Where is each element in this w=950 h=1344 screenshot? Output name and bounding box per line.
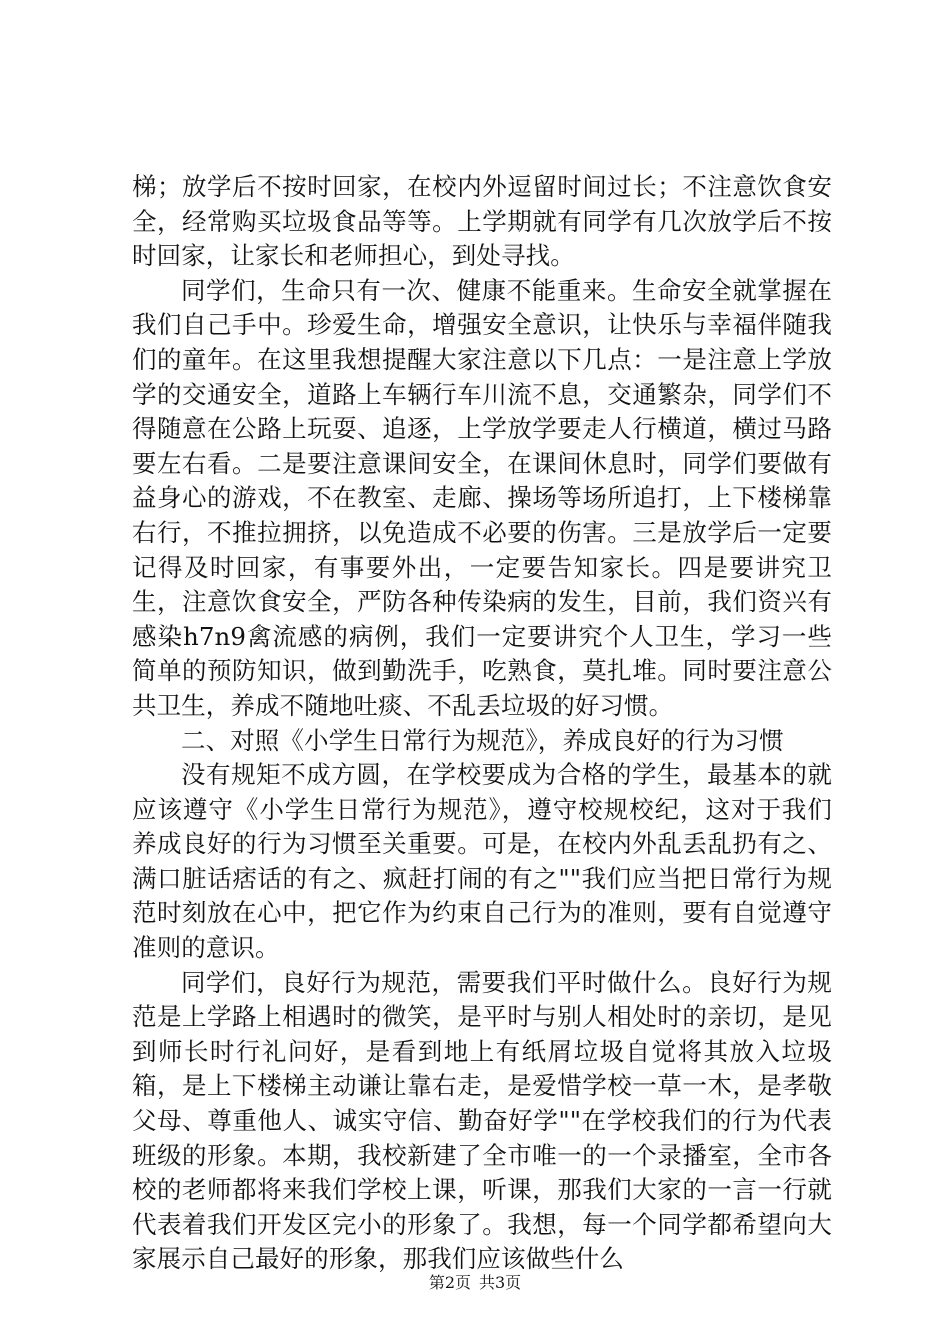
body-paragraph-safety: 同学们，生命只有一次、健康不能重来。生命安全就掌握在我们自己手中。珍爱生命，增强安全意识，让快乐与幸福伴随我们的童年。在这里我想提醒大家注意以下几点：一是注意上学放学的交通安全，道路上车辆行车川流不息，交通繁杂，同学们不得随意在公路上玩耍、追逐，上学放学要走人行横道，横过马路要左右看。二是要注意课间安全，在课间休息时，同学们要做有益身心的游戏，不在教室、走廊、操场等场所追打，上下楼梯靠右行，不推拉拥挤，以免造成不必要的伤害。三是放学后一定要记得及时回家，有事要外出，一定要告知家长。四是要讲究卫生，注意饮食安全，严防各种传染病的发生，目前，我们资兴有感染h7n9禽流感的病例，我们一定要讲究个人卫生，学习一些简单的预防知识，做到勤洗手，吃熟食，莫扎堆。同时要注意公共卫生，养成不随地吐痰、不乱丢垃圾的好习惯。 [132, 275, 832, 720]
page-total: 共3页 [479, 1273, 522, 1292]
page-footer [0, 1273, 950, 1293]
body-paragraph-good-behavior: 同学们，良好行为规范，需要我们平时做什么。良好行为规范是上学路上相遇时的微笑，是平时与别人相处时的亲切，是见到师长时行礼问好，是看到地上有纸屑垃圾自觉将其放入垃圾箱，是上下楼梯主动谦让靠右走，是爱惜学校一草一木，是孝敬父母、尊重他人、诚实守信、勤奋好学""在学校我们的行为代表班级的形象。本期，我校新建了全市唯一的一个录播室，全市各校的老师都将来我们学校上课，听课，那我们大家的一言一行就代表着我们开发区完小的形象了。我想，每一个同学都希望向大家展示自己最好的形象，那我们应该做些什么 [132, 967, 832, 1274]
section-heading-behavior: 二、对照《小学生日常行为规范》，养成良好的行为习惯 [181, 725, 784, 755]
document-body [132, 170, 832, 1277]
body-paragraph-continuation: 梯；放学后不按时回家，在校内外逗留时间过长；不注意饮食安全，经常购买垃圾食品等等。上学期就有同学有几次放学后不按时回家，让家长和老师担心，到处寻找。 [132, 172, 832, 271]
body-paragraph-rules: 没有规矩不成方圆，在学校要成为合格的学生，最基本的就应该遵守《小学生日常行为规范》，遵守校规校纪，这对于我们养成良好的行为习惯至关重要。可是，在校内外乱丢乱扔有之、满口脏话痞话的有之、疯赶打闹的有之""我们应当把日常行为规范时刻放在心中，把它作为约束自己行为的准则，要有自觉遵守准则的意识。 [132, 760, 832, 963]
page-number: 第2页 [428, 1273, 471, 1292]
